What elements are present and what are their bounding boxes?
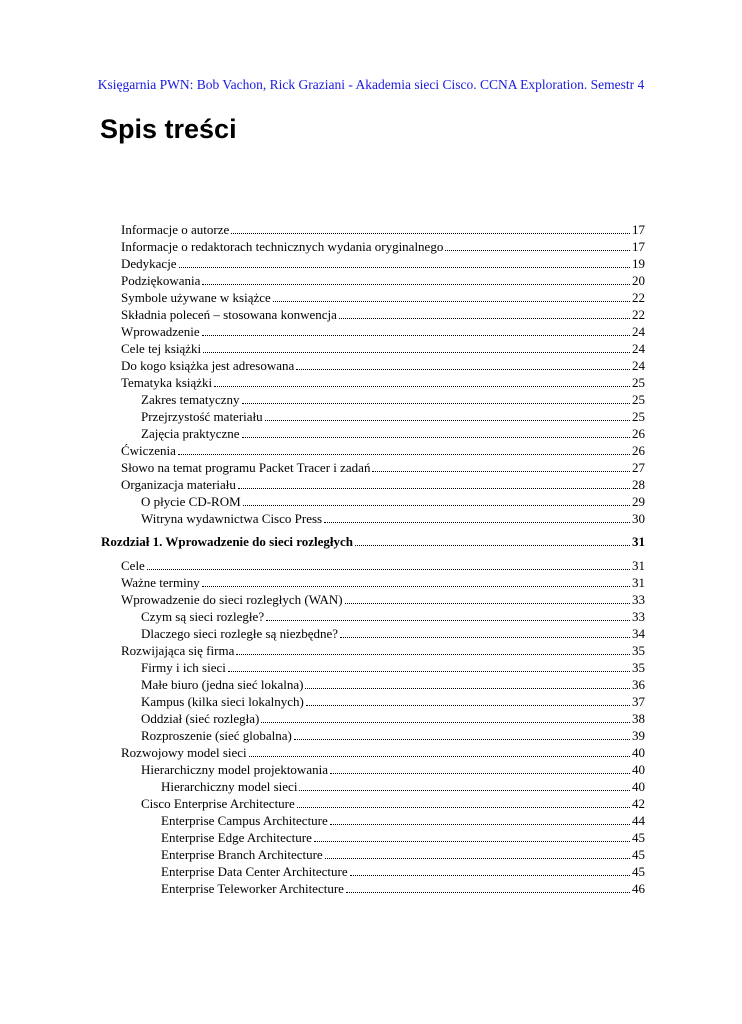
toc-entry-page: 45 xyxy=(632,864,645,879)
toc-entry-label: Organizacja materiału xyxy=(121,477,236,492)
dot-leader xyxy=(330,823,630,825)
toc-entry-page: 25 xyxy=(632,392,645,407)
dot-leader xyxy=(330,772,630,774)
dot-leader xyxy=(294,738,630,740)
toc-entry xyxy=(161,846,645,863)
toc-entry xyxy=(141,659,645,676)
dot-leader xyxy=(372,470,630,472)
toc-entry-page: 40 xyxy=(632,745,645,760)
toc-entry-page: 25 xyxy=(632,375,645,390)
dot-leader xyxy=(265,419,630,421)
toc-entry-label: Przejrzystość materiału xyxy=(141,409,263,424)
dot-leader xyxy=(273,300,630,302)
toc-entry-label: Ważne terminy xyxy=(121,575,200,590)
toc-entry xyxy=(141,625,645,642)
toc-entry xyxy=(121,591,645,608)
toc-entry-page: 17 xyxy=(632,222,645,237)
toc-entry-label: Podziękowania xyxy=(121,273,201,288)
dot-leader xyxy=(228,670,630,672)
toc-entry xyxy=(121,340,645,357)
toc-entry-page: 27 xyxy=(632,460,645,475)
toc-entry xyxy=(141,676,645,693)
toc-entry xyxy=(141,761,645,778)
toc-entry-label: Zakres tematyczny xyxy=(141,392,240,407)
toc-entry xyxy=(161,863,645,880)
toc-entry-label: Cele xyxy=(121,558,145,573)
toc-entry-page: 39 xyxy=(632,728,645,743)
dot-leader xyxy=(339,317,630,319)
dot-leader xyxy=(296,368,630,370)
toc-entry-label: Oddział (sieć rozległa) xyxy=(141,711,260,726)
toc-entry-label: Do kogo książka jest adresowana xyxy=(121,358,295,373)
dot-leader xyxy=(305,687,630,689)
toc-entry xyxy=(121,289,645,306)
dot-leader xyxy=(314,840,630,842)
toc-entry-label: Kampus (kilka sieci lokalnych) xyxy=(141,694,304,709)
toc-entry xyxy=(141,391,645,408)
dot-leader xyxy=(147,568,630,570)
toc-entry-label: Hierarchiczny model sieci xyxy=(161,779,298,794)
toc-entry-label: Dlaczego sieci rozległe są niezbędne? xyxy=(141,626,339,641)
toc-entry xyxy=(121,357,645,374)
toc-entry xyxy=(141,510,645,527)
dot-leader xyxy=(243,504,630,506)
toc-entry-page: 22 xyxy=(632,307,645,322)
toc-entry-page: 44 xyxy=(632,813,645,828)
toc-entry-label: Enterprise Data Center Architecture xyxy=(161,864,348,879)
page-title: Spis treści xyxy=(100,114,237,144)
toc-entry-label: Małe biuro (jedna sieć lokalna) xyxy=(141,677,304,692)
document-header: Księgarnia PWN: Bob Vachon, Rick Graziani - Akademia sieci Cisco. CCNA Exploration. Semestr 4 xyxy=(97,77,645,92)
toc-entry-page: 35 xyxy=(632,660,645,675)
toc-entry-page: 38 xyxy=(632,711,645,726)
toc-entry-page: 31 xyxy=(632,534,645,549)
toc-entry-label: Informacje o redaktorach technicznych wydania oryginalnego xyxy=(121,239,444,254)
toc-entry-page: 45 xyxy=(632,830,645,845)
dot-leader xyxy=(297,806,630,808)
toc-entry xyxy=(121,574,645,591)
toc-entry-label: O płycie CD-ROM xyxy=(141,494,241,509)
toc-entry-page: 45 xyxy=(632,847,645,862)
dot-leader xyxy=(238,487,630,489)
toc-entry xyxy=(121,221,645,238)
toc-entry-page: 30 xyxy=(632,511,645,526)
toc-chapter-entry xyxy=(101,533,645,550)
toc-entry xyxy=(141,408,645,425)
toc-entry-label: Hierarchiczny model projektowania xyxy=(141,762,328,777)
dot-leader xyxy=(350,874,630,876)
toc-entry xyxy=(161,812,645,829)
toc-entry-page: 24 xyxy=(632,341,645,356)
toc-entry-label: Firmy i ich sieci xyxy=(141,660,226,675)
toc-entry-label: Słowo na temat programu Packet Tracer i zadań xyxy=(121,460,371,475)
dot-leader xyxy=(202,283,630,285)
toc-entry-page: 17 xyxy=(632,239,645,254)
dot-leader xyxy=(202,334,630,336)
dot-leader xyxy=(324,521,630,523)
dot-leader xyxy=(242,402,630,404)
toc-entry xyxy=(121,442,645,459)
dot-leader xyxy=(325,857,630,859)
dot-leader xyxy=(445,249,630,251)
toc-entry xyxy=(121,238,645,255)
toc-entry-label: Enterprise Edge Architecture xyxy=(161,830,312,845)
toc-entry xyxy=(121,744,645,761)
toc-entry xyxy=(121,306,645,323)
toc-entry-label: Rozwojowy model sieci xyxy=(121,745,247,760)
dot-leader xyxy=(306,704,630,706)
toc-entry xyxy=(161,880,645,897)
toc-entry-label: Rozproszenie (sieć globalna) xyxy=(141,728,292,743)
dot-leader xyxy=(202,585,630,587)
dot-leader xyxy=(249,755,630,757)
toc-entry-page: 34 xyxy=(632,626,645,641)
toc-entry xyxy=(141,710,645,727)
toc-entry-label: Informacje o autorze xyxy=(121,222,230,237)
toc-entry-page: 19 xyxy=(632,256,645,271)
toc-entry-page: 29 xyxy=(632,494,645,509)
toc-entry-label: Cele tej książki xyxy=(121,341,202,356)
toc-entry-page: 24 xyxy=(632,324,645,339)
toc-entry-label: Tematyka książki xyxy=(121,375,213,390)
dot-leader xyxy=(231,232,630,234)
toc-entry-page: 31 xyxy=(632,575,645,590)
toc-entry-page: 35 xyxy=(632,643,645,658)
dot-leader xyxy=(261,721,630,723)
toc-entry xyxy=(141,727,645,744)
toc-entry-label: Wprowadzenie xyxy=(121,324,200,339)
dot-leader xyxy=(346,891,630,893)
toc-entry xyxy=(161,829,645,846)
toc-entry-label: Składnia poleceń – stosowana konwencja xyxy=(121,307,337,322)
dot-leader xyxy=(345,602,630,604)
dot-leader xyxy=(266,619,630,621)
toc-entry-page: 26 xyxy=(632,443,645,458)
toc-entry-page: 36 xyxy=(632,677,645,692)
toc-entry xyxy=(121,459,645,476)
toc-entry-label: Dedykacje xyxy=(121,256,177,271)
toc-entry xyxy=(121,374,645,391)
toc-entry-label: Rozdział 1. Wprowadzenie do sieci rozległych xyxy=(101,534,354,549)
toc-entry-label: Enterprise Teleworker Architecture xyxy=(161,881,344,896)
toc-entry xyxy=(121,557,645,574)
dot-leader xyxy=(179,266,630,268)
toc-entry xyxy=(121,642,645,659)
toc-entry-label: Witryna wydawnictwa Cisco Press xyxy=(141,511,323,526)
dot-leader xyxy=(203,351,630,353)
toc-entry-page: 31 xyxy=(632,558,645,573)
dot-leader xyxy=(214,385,630,387)
toc-entry xyxy=(121,255,645,272)
dot-leader xyxy=(178,453,630,455)
toc-entry-label: Rozwijająca się firma xyxy=(121,643,235,658)
toc-entry xyxy=(121,272,645,289)
toc-entry-page: 25 xyxy=(632,409,645,424)
toc-entry-label: Czym są sieci rozległe? xyxy=(141,609,265,624)
toc-entry-page: 46 xyxy=(632,881,645,896)
toc-entry-page: 24 xyxy=(632,358,645,373)
toc-entry-page: 40 xyxy=(632,779,645,794)
dot-leader xyxy=(242,436,630,438)
toc-entry-page: 26 xyxy=(632,426,645,441)
toc-entry xyxy=(141,425,645,442)
toc-entry-page: 40 xyxy=(632,762,645,777)
toc-entry xyxy=(161,778,645,795)
toc-entry xyxy=(141,608,645,625)
toc-entry-label: Zajęcia praktyczne xyxy=(141,426,240,441)
toc-entry-label: Symbole używane w książce xyxy=(121,290,271,305)
dot-leader xyxy=(340,636,630,638)
toc-entry-label: Wprowadzenie do sieci rozległych (WAN) xyxy=(121,592,343,607)
toc-entry xyxy=(141,795,645,812)
toc-entry xyxy=(121,323,645,340)
toc-entry-label: Enterprise Campus Architecture xyxy=(161,813,328,828)
toc-entry-label: Enterprise Branch Architecture xyxy=(161,847,323,862)
toc-entry-label: Cisco Enterprise Architecture xyxy=(141,796,295,811)
toc-entry-page: 20 xyxy=(632,273,645,288)
toc-entry xyxy=(121,476,645,493)
toc-entry xyxy=(141,693,645,710)
toc-entry-page: 33 xyxy=(632,592,645,607)
toc-entry-page: 33 xyxy=(632,609,645,624)
toc-entry-page: 28 xyxy=(632,477,645,492)
toc-entry xyxy=(141,493,645,510)
dot-leader xyxy=(236,653,630,655)
toc-entry-label: Ćwiczenia xyxy=(121,443,176,458)
toc-entry-page: 42 xyxy=(632,796,645,811)
toc-entry-page: 37 xyxy=(632,694,645,709)
dot-leader xyxy=(299,789,630,791)
dot-leader xyxy=(355,544,630,546)
toc-entry-page: 22 xyxy=(632,290,645,305)
